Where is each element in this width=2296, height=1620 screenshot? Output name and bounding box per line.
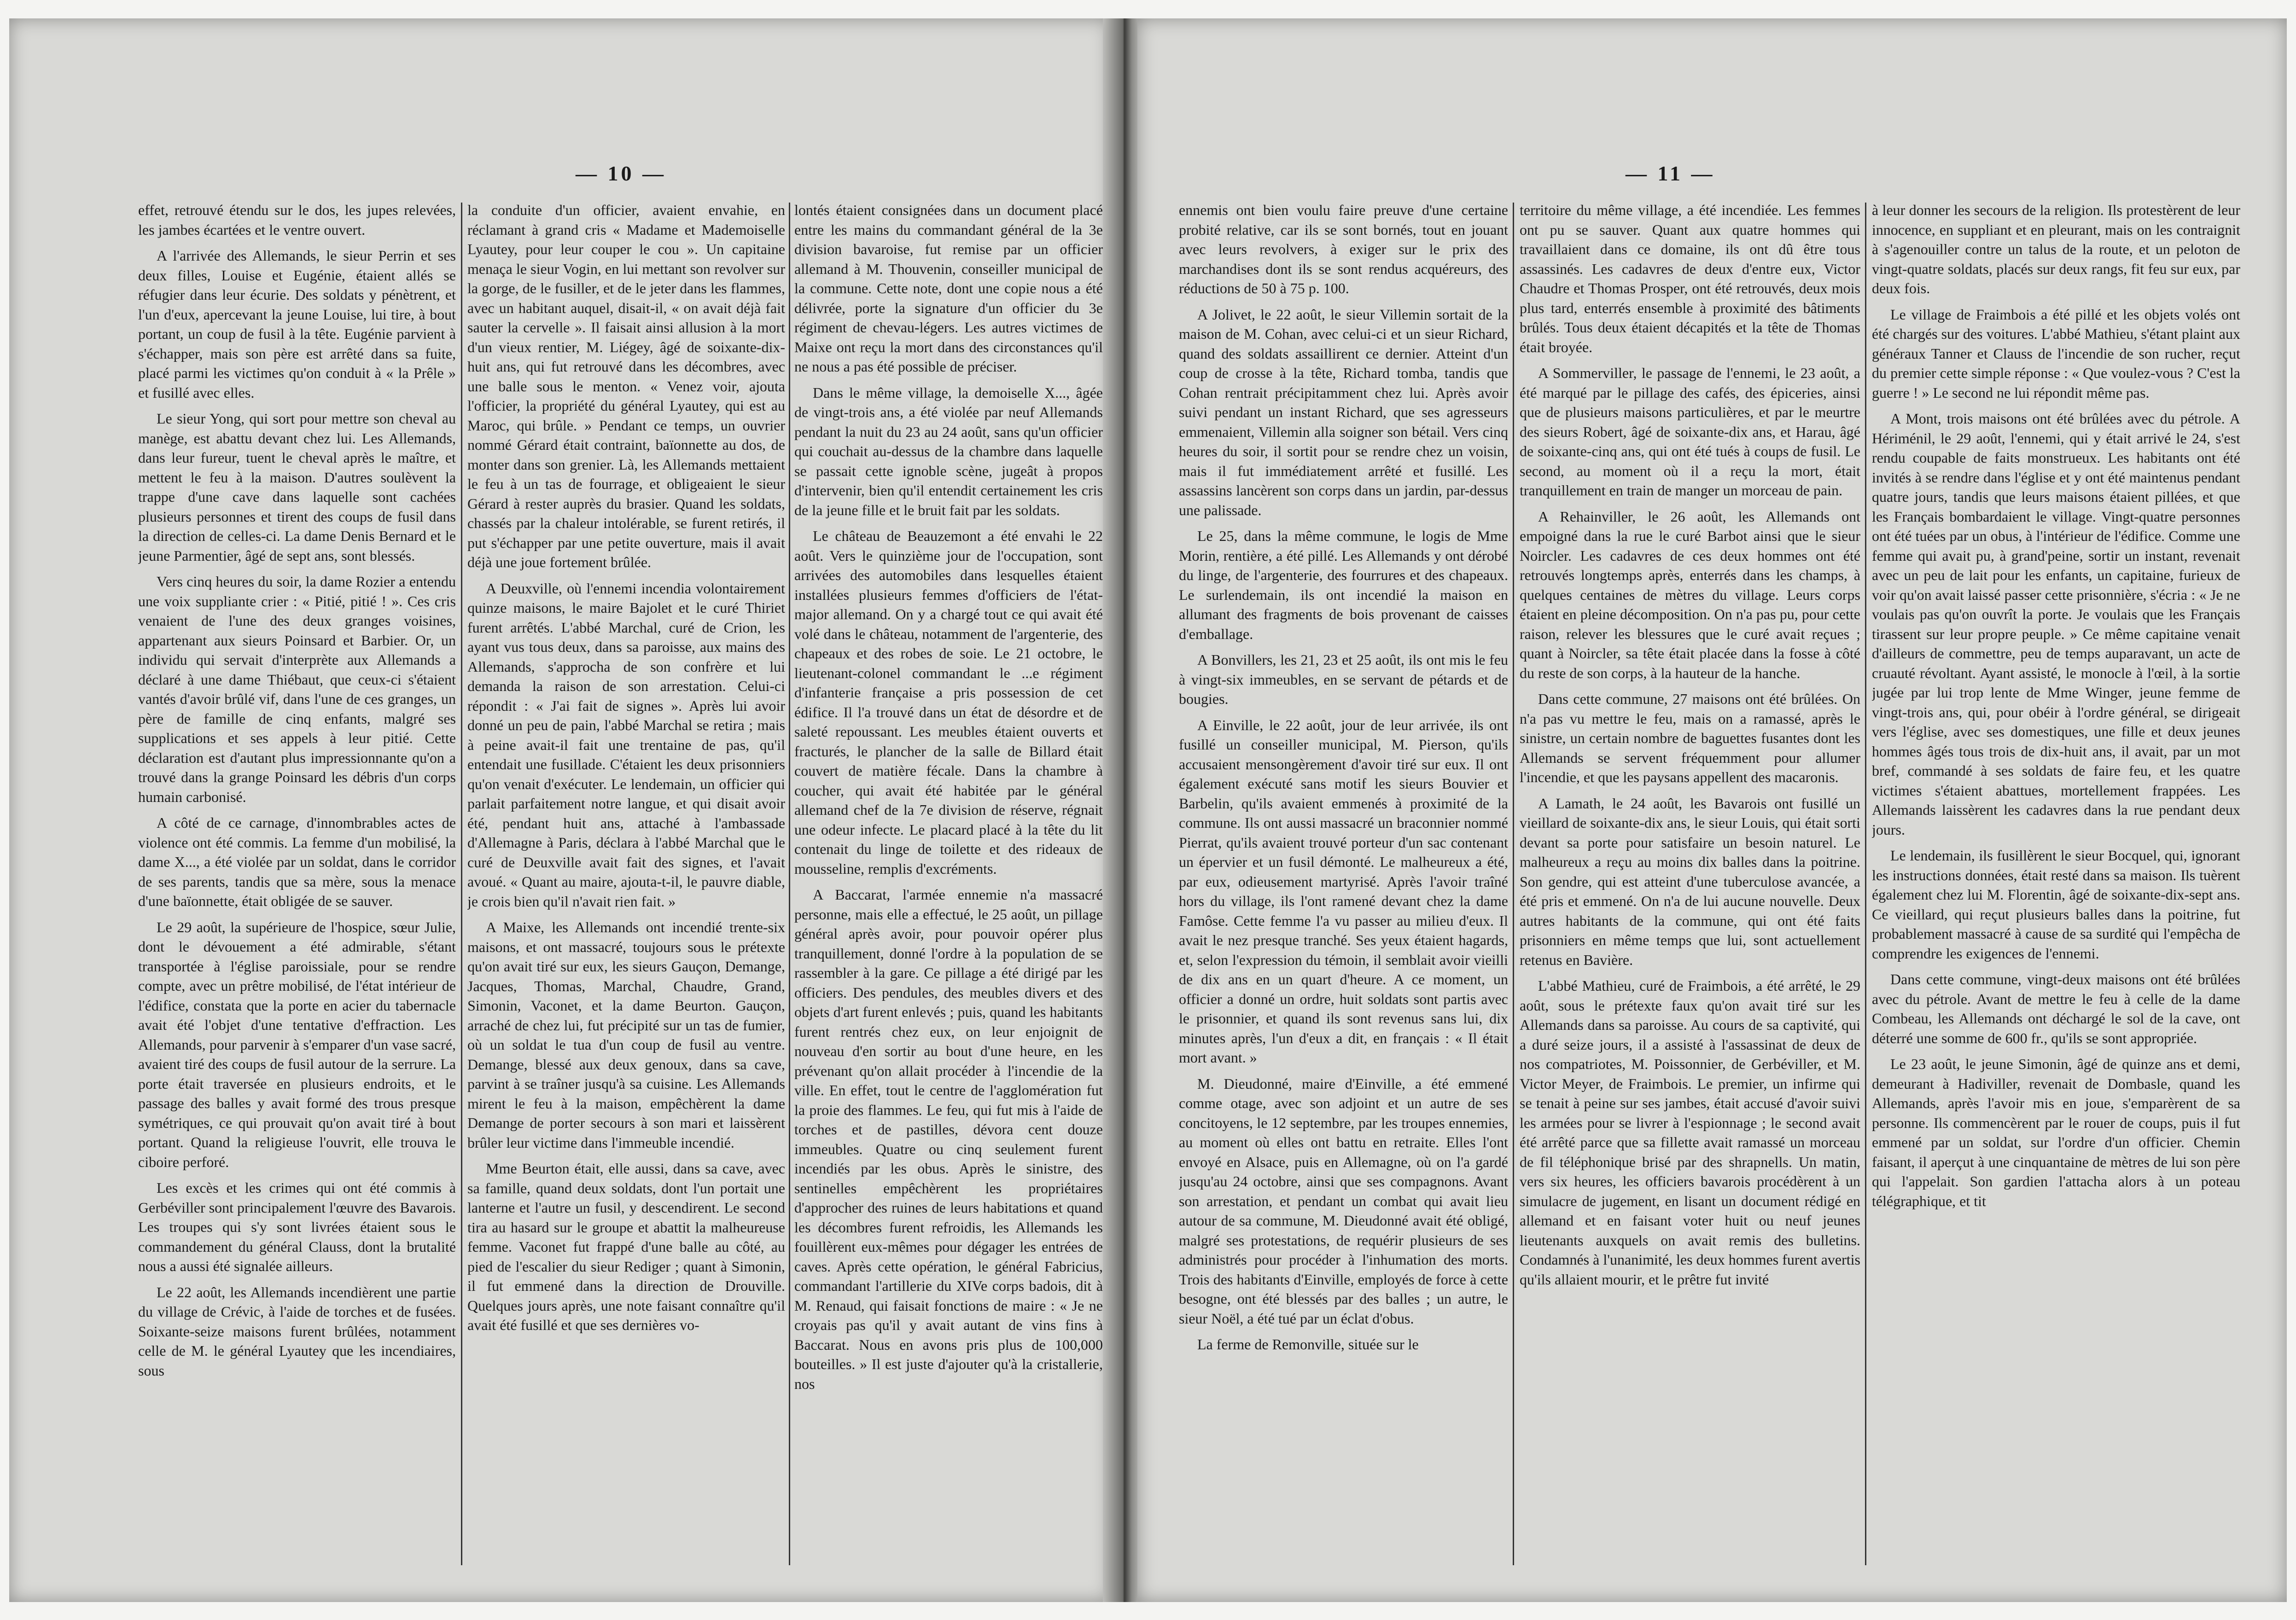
paragraph: lontés étaient consignées dans un document placé entre les mains du commandant général de la 3e division bavaroise, fut remise par un officier allemand à M. Thouvenin, conseiller municipal de la commune. Cette note, dont une copie nous a été délivrée, porte la signature d'un officier du 3e régiment de chevau-légers. Les autres victimes de Maixe ont reçu la mort dans des circonstances qu'il ne nous a pas été possible de préciser. — [794, 202, 1103, 375]
paragraph: A Einville, le 22 août, jour de leur arrivée, ils ont fusillé un conseiller municipal, M. Pierson, qu'ils accusaient mensongèrement d'avoir tiré sur eux. Il ont également exécuté sans motif les sieurs Bouvier et Barbelin, qu'ils avaient emmenés à proximité de la commune. Ils ont aussi massacré un braconnier nommé Pierrat, qu'ils avaient trouvé porteur d'un sac contenant un épervier et un fusil démonté. Le malheureux a été, par eux, odieusement martyrisé. Après l'avoir traîné hors du village, ils l'ont ramené devant chez la dame Famôse. Cette femme l'a vu passer au milieu d'eux. Il avait le nez presque tranché. Ses yeux étaient hagards, et, selon l'expression du témoin, il semblait avoir vieilli de dix ans en un quart d'heure. A ce moment, un officier a donné un ordre, huit soldats sont partis avec le prisonnier, et quand ils sont revenus sans lui, dix minutes après, l'un d'eux a dit, en français : « Il était mort avant. » — [1179, 716, 1508, 1066]
paragraph: A Maixe, les Allemands ont incendié trente-six maisons, et ont massacré, toujours sous le prétexte qu'on avait tiré sur eux, les sieurs Gauçon, Demange, Jacques, Thomas, Marchal, Chaudre, Grand, Simonin, Vaconet, et la dame Beurton. Gauçon, arraché de chez lui, fut précipité sur un tas de fumier, où un soldat le tua d'un coup de fusil au ventre. Demange, blessé aux deux genoux, dans sa cave, parvint à se traîner jusqu'à sa cuisine. Les Allemands mirent le feu à la maison, empêchèrent la dame Demange de porter secours à son mari et laissèrent brûler leur victime dans l'immeuble incendié. — [467, 919, 785, 1151]
right-page — [1137, 18, 2287, 1602]
text-column — [1520, 200, 1860, 1577]
column-rule — [461, 203, 462, 1565]
text-column — [467, 200, 785, 1577]
paragraph: Dans cette commune, vingt-deux maisons ont été brûlées avec du pétrole. Avant de mettre le feu à celle de la dame Combeau, les Allemands ont déchargé le sol de la cave, ont déterré une somme de 600 fr., qu'ils se sont appropriée. — [1872, 971, 2240, 1046]
text-column — [138, 200, 456, 1577]
paragraph: ennemis ont bien voulu faire preuve d'une certaine probité relative, car ils se sont bornés, tout en jouant avec leurs revolvers, à exiger sur le prix des marchandises dont ils se sont rendus acquéreurs, des réductions de 50 à 75 p. 100. — [1179, 202, 1508, 296]
paragraph: M. Dieudonné, maire d'Einville, a été emmené comme otage, avec son adjoint et un autre de ses concitoyens, le 12 septembre, par les troupes ennemies, au moment où elles ont battu en retraite. Elles l'ont envoyé en Alsace, puis en Allemagne, où on l'a gardé jusqu'au 24 octobre, ainsi que ses compagnons. Avant son arrestation, et pendant un combat qui avait lieu autour de sa commune, M. Dieudonné avait été obligé, malgré ses protestations, de requérir plusieurs de ses administrés pour procéder à l'inhumation des morts. Trois des habitants d'Einville, employés de force à cette besogne, ont été blessés par des balles ; un autre, le sieur Noël, a été tué par un éclat d'obus. — [1179, 1075, 1508, 1327]
paragraph: A Mont, trois maisons ont été brûlées avec du pétrole. A Hériménil, le 29 août, l'ennemi, qui y était arrivé le 24, s'est rendu coupable de faits monstrueux. Les habitants ont été invités à se rendre dans l'église et y ont été maintenus pendant quatre jours, tandis que leurs maisons étaient pillées, et que les Français bombardaient le village. Vingt-quatre personnes ont été tuées par un obus, à l'intérieur de l'édifice. Comme une femme qui avait pu, à grand'peine, sortir un instant, revenait avec un peu de lait pour les enfants, un capitaine, furieux de voir qu'on avait laissé passer cette prisonnière, s'écria : « Je ne voulais pas qu'on ouvrît la porte. Je voulais que les Français tirassent sur leur propre peuple. » Ce même capitaine venait d'ailleurs de commettre, peu de temps auparavant, un acte de cruauté révoltant. Ayant assisté, le monocle à l'œil, à la sortie jugée par lui trop lente de Mme Winger, jeune femme de vingt-trois ans, qui, pour obéir à l'ordre général, se dirigeait vers l'église, avec ses domestiques, une fille et deux jeunes hommes âgés tous trois de dix-huit ans, il avait, par un mot bref, commandé à ses soldats de faire feu, et les quatre victimes s'étaient abattues, mortellement frappées. Les Allemands laissèrent les cadavres dans la rue pendant deux jours. — [1872, 410, 2240, 838]
paragraph: A Rehainviller, le 26 août, les Allemands ont empoigné dans la rue le curé Barbot ainsi que le sieur Noircler. Les cadavres de ces deux hommes ont été retrouvés longtemps après, enterrés dans les champs, à quelques centaines de mètres du village. Leurs corps étaient en pleine décomposition. On n'a pas pu, pour cette raison, relever les blessures que le curé avait reçues ; quant à Noircler, sa tête était placée dans la fosse à côté du reste de son corps, à la hauteur de la hanche. — [1520, 508, 1860, 681]
paragraph: Le lendemain, ils fusillèrent le sieur Bocquel, qui, ignorant les instructions données, était resté dans sa maison. Ils tuèrent également chez lui M. Florentin, âgé de soixante-dix-sept ans. Ce vieillard, qui reçut plusieurs balles dans la poitrine, fut probablement massacré à cause de sa surdité qui l'empêcha de comprendre les exigences de l'ennemi. — [1872, 847, 2240, 962]
paragraph: effet, retrouvé étendu sur le dos, les jupes relevées, les jambes écartées et le ventre ouvert. — [138, 202, 456, 238]
column-rule — [789, 203, 790, 1565]
paragraph: A Deuxville, où l'ennemi incendia volontairement quinze maisons, le maire Bajolet et le curé Thiriet furent arrêtés. L'abbé Marchal, curé de Crion, les ayant vus tous deux, dans sa paroisse, aux mains des Allemands, s'approcha de son confrère et lui demanda la raison de son arrestation. Celui-ci répondit : « J'ai fait de signes ». Après lui avoir donné un peu de pain, l'abbé Marchal se retira ; mais à peine avait-il fait une trentaine de pas, qu'il entendait une fusillade. C'étaient les deux prisonniers qu'on venait d'exécuter. Le lendemain, un officier qui parlait parfaitement notre langue, et qui disait avoir été, pendant huit ans, attaché à l'ambassade d'Allemagne à Paris, déclara à l'abbé Marchal que le curé de Deuxville avait fait des signes, et l'avait avoué. « Quant au maire, ajouta-t-il, le pauvre diable, je crois bien qu'il n'avait rien fait. » — [467, 580, 785, 910]
text-column — [1872, 200, 2240, 1577]
paragraph: territoire du même village, a été incendiée. Les femmes ont pu se sauver. Quant aux quatre hommes qui travaillaient dans ce domaine, ils ont dû être tous assassinés. Les cadavres de deux d'entre eux, Victor Chaudre et Thomas Prosper, ont été retrouvés, deux mois plus tard, enterrés ensemble à proximité des bâtiments brûlés. Tous deux étaient décapités et la tête de Thomas était broyée. — [1520, 202, 1860, 355]
paragraph: Vers cinq heures du soir, la dame Rozier a entendu une voix suppliante crier : « Pitié, pitié ! ». Ces cris venaient de l'une des deux granges voisines, appartenant aux sieurs Poinsard et Barbier. Or, un individu qui servait d'interprète aux Allemands a déclaré à une dame Thiébaut, que ceux-ci s'étaient vantés d'avoir brûlé vif, dans l'une de ces granges, un père de famille de cinq enfants, malgré ses supplications et ses appels à leur pitié. Cette déclaration est d'autant plus impressionnante qu'on a trouvé dans la grange Poinsard les débris d'un corps humain carbonisé. — [138, 573, 456, 805]
paragraph: Le 29 août, la supérieure de l'hospice, sœur Julie, dont le dévouement a été admirable, s'étant transportée à l'église paroissiale, pour se rendre compte, avec un prêtre mobilisé, de l'état intérieur de l'édifice, constata que la porte en acier du tabernacle avait été l'objet d'une tentative d'effraction. Les Allemands, pour parvenir à s'emparer d'un vase sacré, avaient tiré des coups de fusil autour de la serrure. La porte était traversée en plusieurs endroits, et le passage des balles y avait formé des trous presque symétriques, ce qui prouvait qu'on avait tiré à bout portant. Quand la religieuse l'ouvrit, elle trouva le ciboire perforé. — [138, 918, 456, 1170]
paragraph: A Bonvillers, les 21, 23 et 25 août, ils ont mis le feu à vingt-six immeubles, en se servant de pétards et de bougies. — [1179, 651, 1508, 707]
column-rule — [1513, 203, 1514, 1565]
paragraph: Le village de Fraimbois a été pillé et les objets volés ont été chargés sur des voitures. L'abbé Mathieu, s'étant plaint aux généraux Tanner et Clauss de l'incendie de son rucher, reçut du premier cette simple réponse : « Que voulez-vous ? C'est la guerre ! » Le second ne lui répondit même pas. — [1872, 306, 2240, 401]
paragraph: Mme Beurton était, elle aussi, dans sa cave, avec sa famille, quand deux soldats, dont l'un portait une lanterne et l'autre un fusil, y descendirent. Le second tira au hasard sur le groupe et abattit la malheureuse femme. Vaconet fut frappé d'une balle au côté, au pied de l'escalier du sieur Rediger ; quant à Simonin, il fut emmené dans la direction de Drouville. Quelques jours après, une note faisant connaître qu'il avait été fusillé et que ses dernières vo- — [467, 1160, 785, 1333]
paragraph: Le 25, dans la même commune, le logis de Mme Morin, rentière, a été pillé. Les Allemands y ont dérobé du linge, de l'argenterie, des fourrures et des chapeaux. Le surlendemain, ils ont incendié la maison en allumant des fragments de bois provenant de caisses d'emballage. — [1179, 528, 1508, 642]
paragraph: Le sieur Yong, qui sort pour mettre son cheval au manège, est abattu devant chez lui. Les Allemands, dans leur fureur, tuent le cheval après le maître, et mettent le feu à la maison. D'autres soulèvent la trappe d'une cave dans laquelle sont cachées plusieurs personnes et tirent des coups de fusil dans la direction de celles-ci. La dame Denis Bernard et le jeune Parmentier, âgé de sept ans, sont blessés. — [138, 410, 456, 564]
paragraph: la conduite d'un officier, avaient envahie, en réclamant à grand cris « Madame et Mademoiselle Lyautey, pour leur couper le cou ». Un capitaine menaça le sieur Vogin, en lui mettant son revolver sur la gorge, de le fusiller, et de le jeter dans les flammes, avec un habitant auquel, disait-il, « on avait déjà fait sauter la cervelle ». Il faisait ainsi allusion à la mort d'un vieux rentier, M. Liégey, âgé de soixante-dix-huit ans, qui fut retrouvé dans les décombres, avec une balle sous le menton. « Venez voir, ajouta l'officier, la propriété du général Lyautey, qui est au Maroc, qui brûle. » Pendant ce temps, un ouvrier nommé Gérard était contraint, baïonnette au dos, de monter dans son grenier. Là, les Allemands mettaient le feu à un tas de fourrage, et obligeaient le sieur Gérard à rester auprès du brasier. Quand les soldats, chassés par la chaleur intolérable, se furent retirés, il put s'échapper par une petite ouverture, mais il avait déjà une joue fortement brûlée. — [467, 202, 785, 570]
paragraph: Les excès et les crimes qui ont été commis à Gerbéviller sont principalement l'œuvre des Bavarois. Les troupes qui s'y sont livrées étaient sous le commandement du général Clauss, dont la brutalité nous a aussi été signalée ailleurs. — [138, 1179, 456, 1274]
text-column — [794, 200, 1103, 1577]
column-rule — [1865, 203, 1866, 1565]
paragraph: Le 22 août, les Allemands incendièrent une partie du village de Crévic, à l'aide de torches et de fusées. Soixante-seize maisons furent brûlées, notamment celle de M. le général Lyautey que les incendiaires, sous — [138, 1283, 456, 1379]
paragraph: A Jolivet, le 22 août, le sieur Villemin sortait de la maison de M. Cohan, avec celui-ci et un sieur Richard, quand des soldats assaillirent ce dernier. Atteint d'un coup de crosse à la tête, Richard tomba, tandis que Cohan rentrait précipitamment chez lui. Après avoir suivi pendant un instant Richard, que ses agresseurs emmenaient, Villemin alla soigner son bétail. Vers cinq heures du soir, il sortit pour se rendre chez un voisin, mais il fut immédiatement arrêté et fusillé. Les assassins lancèrent son corps dans un jardin, par-dessus une palissade. — [1179, 306, 1508, 518]
paragraph: A côté de ce carnage, d'innombrables actes de violence ont été commis. La femme d'un mobilisé, la dame X..., a été violée par un soldat, dans le corridor de ses parents, tandis que sa mère, sous la menace d'une baïonnette, était obligée de se sauver. — [138, 814, 456, 909]
paragraph: La ferme de Remonville, située sur le — [1197, 1336, 1419, 1353]
paragraph: Le château de Beauzemont a été envahi le 22 août. Vers le quinzième jour de l'occupation, sont arrivées des automobiles dans lesquelles étaient installées plusieurs femmes d'officiers de l'état-major allemand. On y a chargé tout ce qui avait été volé dans le château, notamment de l'argenterie, des chapeaux et des robes de soie. Le 21 octobre, le lieutenant-colonel commandant le ...e régiment d'infanterie française a pris possession de cet édifice. Il l'a trouvé dans un état de désordre et de saleté repoussant. Les meubles étaient ouverts et fracturés, le plancher de la salle de Billard était couvert de matière fécale. Dans la chambre à coucher, qui avait été habitée par le général allemand chef de la 7e division de réserve, régnait une odeur infecte. Le placard placé à la tête du lit contenait du linge de toilette et des rideaux de mousseline, remplis d'excréments. — [794, 528, 1103, 877]
paragraph: A l'arrivée des Allemands, le sieur Perrin et ses deux filles, Louise et Eugénie, étaient allés se réfugier dans leur écurie. Des soldats y pénètrent, et l'un d'eux, apercevant la jeune Louise, lui tire, à bout portant, un coup de fusil à la tête. Eugénie parvient à s'échapper, mais son père est arrêté dans sa fuite, placé parmi les victimes qu'on conduit à « la Prêle » et fusillé avec elles. — [138, 247, 456, 401]
paragraph: Dans le même village, la demoiselle X..., âgée de vingt-trois ans, a été violée par neuf Allemands pendant la nuit du 23 au 24 août, sans qu'un officier qui couchait au-dessus de la chambre dans laquelle se passait cette ignoble scène, jugeât à propos d'intervenir, bien qu'il entendit certainement les cris de la jeune fille et le bruit fait par les soldats. — [794, 384, 1103, 518]
paragraph: A Baccarat, l'armée ennemie n'a massacré personne, mais elle a effectué, le 25 août, un pillage général après avoir, pour pouvoir opérer plus tranquillement, donné l'ordre à la population de se rassembler à la gare. Ce pillage a été dirigé par les officiers. Des pendules, des meubles divers et des objets d'art furent enlevés ; puis, quand les habitants furent rentrés chez eux, on leur enjoignit de nouveau d'en sortir au bout d'une heure, en les prévenant qu'on allait procéder à l'incendie de la ville. En effet, tout le centre de l'agglomération fut la proie des flammes. Le feu, qui fut mis à l'aide de torches et de pastilles, dévora cent douze immeubles. Quatre ou cinq seulement furent incendiés par les obus. Après le sinistre, des sentinelles empêchèrent les propriétaires d'approcher des ruines de leurs habitations et quand les décombres furent refroidis, les Allemands les fouillèrent eux-mêmes pour dégager les entrées de caves. Après cette opération, le général Fabricius, commandant l'artillerie du XIVe corps badois, dit à M. Renaud, qui faisait fonctions de maire : « Je ne croyais pas qu'il y avait autant de vins fins à Baccarat. Nous en avons pris plus de 100,000 bouteilles. » Il est juste d'ajouter qu'à la cristallerie, nos — [794, 886, 1103, 1392]
paragraph: A Sommerviller, le passage de l'ennemi, le 23 août, a été marqué par le pillage des cafés, des épiceries, ainsi que de plusieurs maisons particulières, et par le meurtre des sieurs Robert, âgé de soixante-dix ans, et Harau, âgé de soixante-cinq ans, qui ont été tués à coups de fusil. Le second, au moment où il a reçu la mort, était tranquillement en train de manger un morceau de pain. — [1520, 365, 1860, 499]
paragraph: Le 23 août, le jeune Simonin, âgé de quinze ans et demi, demeurant à Hadiviller, revenait de Dombasle, quand les Allemands, après l'avoir mis en joue, s'emparèrent de sa personne. Ils commencèrent par le rouer de coups, puis il fut emmené par un soldat, sur l'ordre d'un officier. Chemin faisant, il aperçut à une cinquantaine de mètres de lui son père qui l'appelait. Son gardien l'attacha alors à un poteau télégraphique, et tit — [1872, 1056, 2240, 1209]
left-page — [9, 18, 1110, 1602]
paragraph: à leur donner les secours de la religion. Ils protestèrent de leur innocence, en suppliant et en pleurant, mais on les contraignit à s'agenouiller contre un talus de la route, et un peloton de vingt-quatre soldats, placés sur deux rangs, fit feu sur eux, par deux fois. — [1872, 202, 2240, 296]
paragraph: Dans cette commune, 27 maisons ont été brûlées. On n'a pas vu mettre le feu, mais on a ramassé, après le sinistre, un certain nombre de baguettes fusantes dont les Allemands se servent fréquemment pour allumer l'incendie, et que les paysans appellent des macaronis. — [1520, 691, 1860, 785]
page-number: — 11 — — [1626, 162, 1715, 185]
paragraph: L'abbé Mathieu, curé de Fraimbois, a été arrêté, le 29 août, sous le prétexte faux qu'on avait tiré sur les Allemands dans sa paroisse. Au cours de sa captivité, qui a duré seize jours, il a assisté à l'assassinat de deux de nos compatriotes, M. Poissonnier, de Gerbéviller, et M. Victor Meyer, de Fraimbois. Le premier, un infirme qui se tenait à peine sur ses jambes, était accusé d'avoir suivi les armées pour se livrer à l'espionnage ; le second avait été arrêté parce que sa fillette avait ramassé un morceau de fil téléphonique brisé par des shrapnells. Un matin, vers six heures, les officiers bavarois procédèrent à un simulacre de jugement, en lisant un document rédigé en allemand et en faisant voter huit ou neuf jeunes lieutenants auxquels on avait remis des bulletins. Condamnés à l'unanimité, les deux hommes furent avertis qu'ils allaient mourir, et le prêtre fut invité — [1520, 977, 1860, 1288]
text-column — [1179, 200, 1508, 1577]
page-number: — 10 — — [576, 162, 666, 185]
paragraph: A Lamath, le 24 août, les Bavarois ont fusillé un vieillard de soixante-dix ans, le sieur Louis, qui était sorti devant sa porte pour satisfaire un besoin naturel. Le malheureux a reçu au moins dix balles dans la poitrine. Son gendre, qui est atteint d'une tuberculose avancée, a été pris et emmené. On n'a de lui aucune nouvelle. Deux autres habitants de la commune, qui ont été faits prisonniers en même temps que lui, sont actuellement retenus en Bavière. — [1520, 795, 1860, 968]
